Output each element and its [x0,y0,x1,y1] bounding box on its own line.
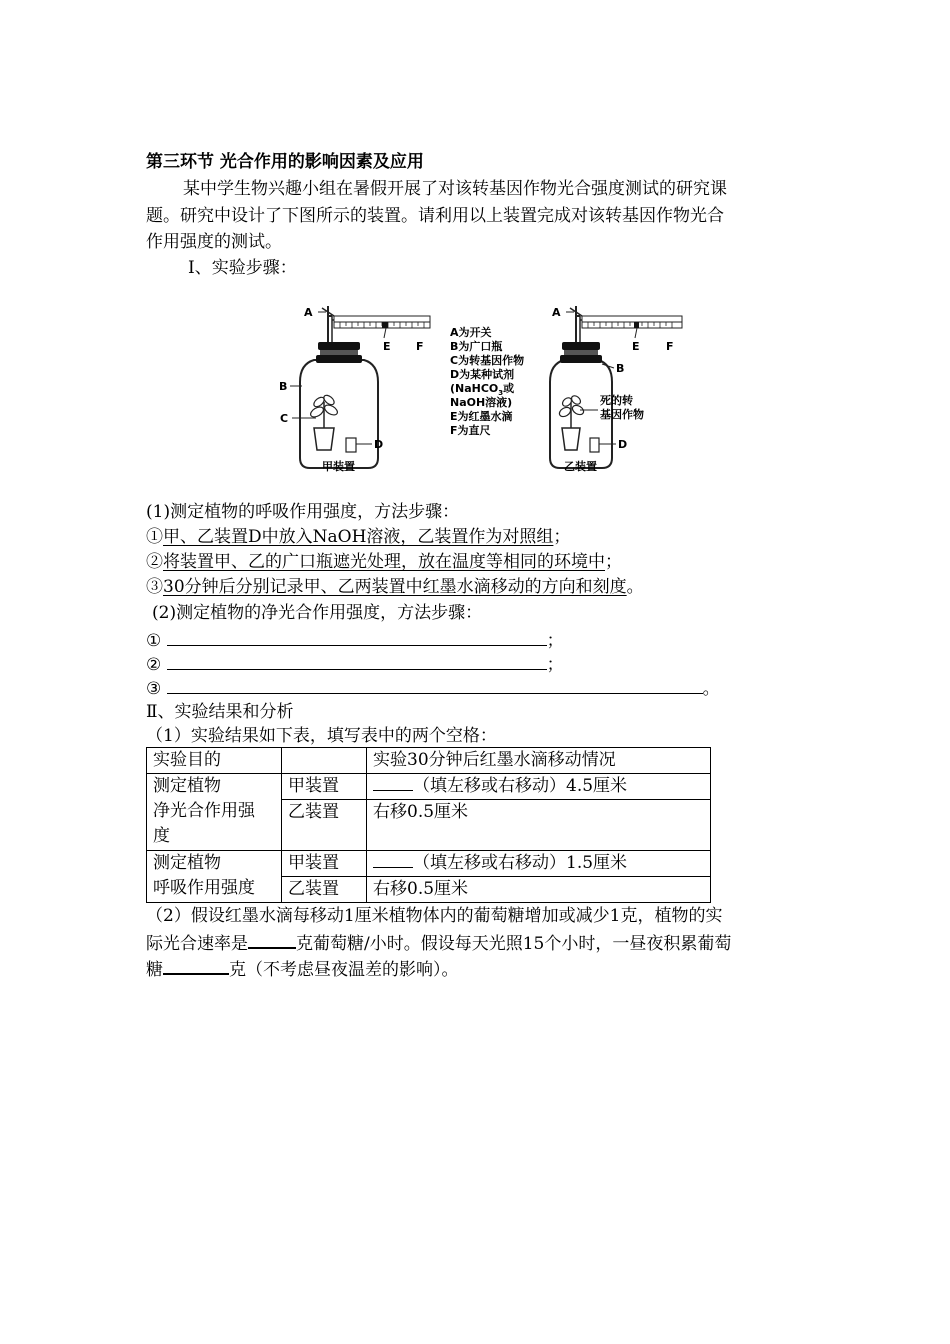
step-text: 30分钟后分别记录甲、乙两装置中红墨水滴移动的方向和刻度 [163,577,627,597]
answer-blank[interactable] [373,774,413,791]
results-intro: （1）实验结果如下表，填写表中的两个空格： [146,726,497,746]
yi-apparatus [550,306,682,473]
intro-line-1: 某中学生物兴趣小组在暑假开展了对该转基因作物光合强度测试的研究课 [183,179,727,199]
fig-label-F-yi: F [666,340,674,353]
results-table [146,747,711,903]
part1-step1: ①甲、乙装置D中放入NaOH溶液，乙装置作为对照组； [146,527,571,547]
section1-title: Ⅰ、实验步骤： [188,258,297,278]
answer-blank[interactable] [167,627,547,646]
result-cell: 右移0.5厘米 [367,877,711,903]
table-row [147,851,711,877]
fig-label-D-yi: D [618,438,628,451]
part2-step2: ② ； [146,651,564,677]
legend-line-7: E为红墨水滴 [450,410,513,423]
device-cell: 乙装置 [282,877,367,903]
step-number: ② [146,552,163,572]
fig-label-B: B [279,380,288,393]
result-cell: （填左移或右移动）4.5厘米 [367,774,711,800]
answer-blank[interactable] [163,955,229,975]
fig-label-B-yi: B [616,362,625,375]
table-header-cell [282,748,367,774]
q2-line-3: 糖 克（不考虑昼夜温差的影响）。 [146,955,459,982]
q2-line-1: （2）假设红墨水滴每移动1厘米植物体内的葡萄糖增加或减少1克，植物的实 [146,906,723,926]
table-header-cell: 实验30分钟后红墨水滴移动情况 [367,748,711,774]
table-row [147,774,711,800]
table-header-cell: 实验目的 [147,748,282,774]
fig-label-A-yi: A [552,306,561,319]
purpose-cell: 测定植物 呼吸作用强度 [147,851,282,903]
part1-step2: ②将装置甲、乙的广口瓶遮光处理，放在温度等相同的环境中； [146,552,622,572]
device-cell: 甲装置 [282,851,367,877]
section2-title: Ⅱ、实验结果和分析 [146,702,294,722]
fig-label-A: A [304,306,313,319]
dead-plant-label-1: 死的转 [600,394,633,407]
legend-line-4: D为某种试剂 [450,368,515,381]
result-cell: （填左移或右移动）1.5厘米 [367,851,711,877]
fig-label-E-yi: E [632,340,640,353]
legend-line-3: C为转基因作物 [450,354,525,367]
intro-line-2: 题。研究中设计了下图所示的装置。请利用以上装置完成对该转基因作物光合 [146,206,724,226]
jia-caption: 甲装置 [322,460,355,473]
step-number: ③ [146,577,163,597]
fig-label-F: F [416,340,424,353]
legend-line-8: F为直尺 [450,424,491,437]
yi-caption: 乙装置 [564,460,597,473]
part1-title: (1)测定植物的呼吸作用强度，方法步骤： [146,502,460,522]
apparatus-diagram [270,298,690,480]
legend-line-5: (NaHCO$_3$或 [450,382,515,397]
part2-step1: ① ； [146,627,564,653]
step-text: 将装置甲、乙的广口瓶遮光处理，放在温度等相同的环境中 [163,552,605,572]
purpose-cell: 测定植物 净光合作用强 度 [147,774,282,851]
legend-line-2: B为广口瓶 [450,340,503,353]
step-number: ① [146,527,163,547]
intro-line-3: 作用强度的测试。 [146,232,282,252]
dead-plant-label-2: 基因作物 [600,408,644,421]
part2-step3: ③ 。 [146,675,720,701]
fig-label-D: D [374,438,384,451]
fig-label-E: E [383,340,391,353]
part2-title: (2)测定植物的净光合作用强度，方法步骤： [152,603,483,623]
legend-line-1: A为开关 [450,326,492,339]
part1-step3: ③30分钟后分别记录甲、乙两装置中红墨水滴移动的方向和刻度。 [146,577,644,597]
legend-line-6: NaOH溶液) [450,396,513,409]
step-text: 甲、乙装置D中放入NaOH溶液，乙装置作为对照组 [163,527,554,547]
answer-blank[interactable] [167,675,703,694]
answer-blank[interactable] [373,851,413,868]
jia-apparatus [279,306,430,473]
apparatus-figure [270,298,690,480]
q2-line-2: 际光合速率是 克葡萄糖/小时。假设每天光照15个小时，一昼夜积累葡萄 [146,929,731,956]
device-cell: 乙装置 [282,800,367,851]
section-heading: 第三环节 光合作用的影响因素及应用 [146,152,424,172]
figure-legend [450,325,524,437]
answer-blank[interactable] [167,651,547,670]
answer-blank[interactable] [248,929,296,949]
table-header-row [147,748,711,774]
device-cell: 甲装置 [282,774,367,800]
result-cell: 右移0.5厘米 [367,800,711,851]
fig-label-C: C [280,412,289,425]
